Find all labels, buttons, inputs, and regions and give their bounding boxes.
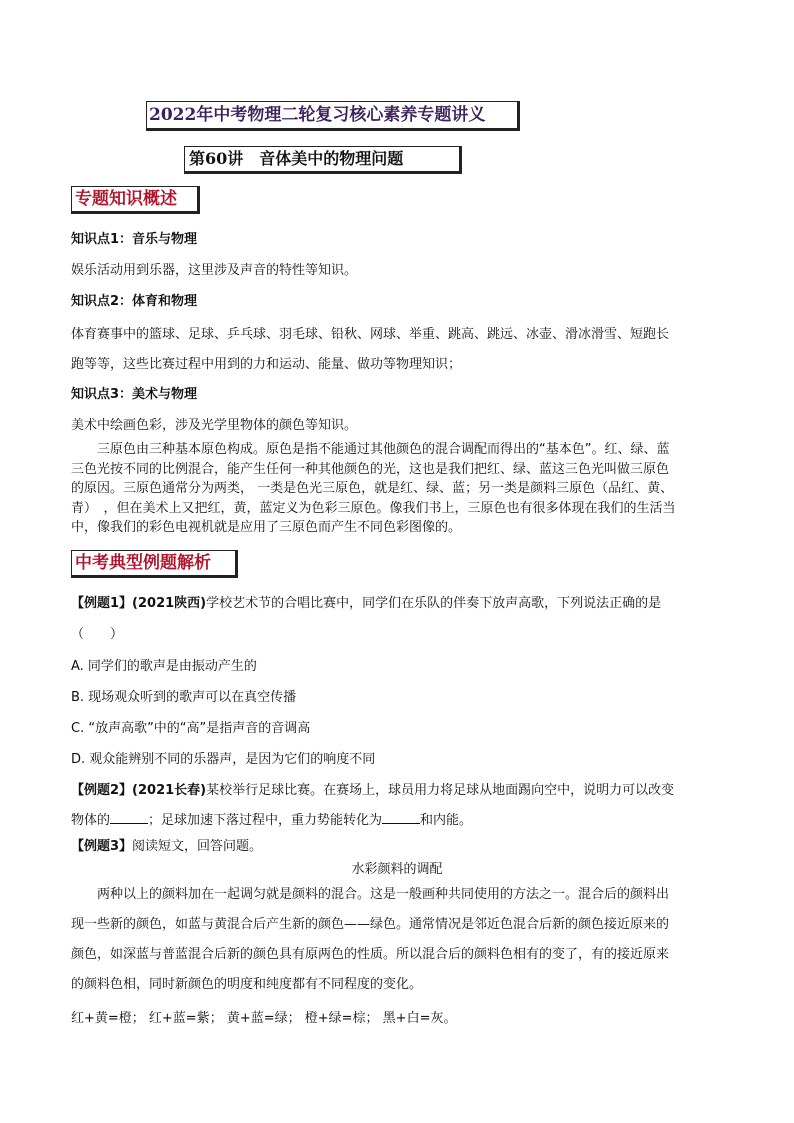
lecture-title: 第60讲 音体美中的物理问题 bbox=[184, 146, 462, 174]
example-1-option-d: D. 观众能辨别不同的乐器声，是因为它们的响度不同 bbox=[71, 752, 376, 767]
section-heading-overview: 专题知识概述 bbox=[71, 186, 200, 214]
example-2-stem bbox=[71, 779, 731, 798]
document-title: 2022年中考物理二轮复习核心素养专题讲义 bbox=[146, 101, 520, 131]
text-line: 体育赛事中的篮球、足球、乒乓球、羽毛球、铅秋、网球、举重、跳高、跳远、冰壶、滑冰滑雪、短跑长 bbox=[71, 327, 670, 342]
example-2-text: 某校举行足球比赛。在赛场上，球员用力将足球从地面踢向空中，说明力可以改变 bbox=[206, 783, 675, 798]
example-1-option-c: C. “放声高歌”中的“高”是指声音的音调高 bbox=[71, 721, 311, 736]
text-line: 颜色，如深蓝与普蓝混合后新的颜色具有原两色的性质。所以混合后的颜料色相有的变了，有的接近原来 bbox=[71, 947, 670, 962]
text-line: 两种以上的颜料加在一起调匀就是颜料的混合。这是一般画种共同使用的方法之一。混合后的颜料出 bbox=[71, 887, 670, 902]
example-1-label: 【例题1】(2021陕西) bbox=[71, 596, 207, 611]
example-3-text: 阅读短文，回答问题。 bbox=[132, 839, 263, 854]
example-2-line2 bbox=[71, 809, 731, 828]
text-line: 青） ，但在美术上又把红，黄，蓝定义为色彩三原色。像我们书上，三原色也有很多体现在我们的生活当 bbox=[71, 500, 676, 516]
example-2-line2-part2: ；足球加速下落过程中，重力势能转化为 bbox=[148, 813, 383, 828]
knowledge-point-1-title: 知识点1：音乐与物理 bbox=[71, 232, 198, 247]
example-2-label: 【例题2】(2021长春) bbox=[71, 783, 207, 798]
answer-blank bbox=[382, 811, 420, 824]
text-line: 的原因。三原色通常分为两类， 一类是色光三原色，就是红、绿、蓝；另一类是颜料三原色（品红、黄、 bbox=[71, 481, 674, 496]
example-1-text: 学校艺术节的合唱比赛中，同学们在乐队的伴奏下放声高歌，下列说法正确的是 bbox=[206, 596, 662, 611]
text-line: 三色光按不同的比例混合，能产生任何一种其他颜色的光，这也是我们把红、绿、蓝这三色光叫做三原色 bbox=[71, 461, 670, 477]
example-1-option-a: A. 同学们的歌声是由振动产生的 bbox=[71, 659, 257, 674]
knowledge-point-3-title: 知识点3：美术与物理 bbox=[71, 387, 198, 402]
example-2-line2-part1: 物体的 bbox=[71, 813, 111, 828]
reading-paragraph bbox=[71, 880, 723, 1000]
knowledge-point-1-text: 娱乐活动用到乐器，这里涉及声音的特性等知识。 bbox=[71, 263, 358, 278]
text-line: 的颜料色相，同时新颜色的明度和纯度都有不同程度的变化。 bbox=[71, 977, 423, 992]
example-2-line2-part3: 和内能。 bbox=[420, 813, 473, 828]
color-mixing-formulas: 红+黄=橙； 红+蓝=紫； 黄+蓝=绿； 橙+绿=棕； 黑+白=灰。 bbox=[71, 1011, 457, 1026]
text-line: 现一些新的颜色，如蓝与黄混合后产生新的颜色——绿色。通常情况是邻近色混合后新的颜色接近原来的 bbox=[71, 917, 670, 932]
example-1-stem bbox=[71, 592, 731, 611]
knowledge-point-3-text: 美术中绘画色彩，涉及光学里物体的颜色等知识。 bbox=[71, 418, 358, 433]
section-heading-examples: 中考典型例题解析 bbox=[71, 550, 238, 578]
primary-colors-paragraph bbox=[71, 440, 723, 538]
example-1-option-b: B. 现场观众听到的歌声可以在真空传播 bbox=[71, 690, 297, 705]
answer-blank bbox=[110, 811, 148, 824]
text-line: 跑等等，这些比赛过程中用到的力和运动、能量、做功等物理知识； bbox=[71, 357, 462, 372]
text-line: 三原色由三种基本原色构成。原色是指不能通过其他颜色的混合调配而得出的“基本色”。红、绿、蓝 bbox=[71, 442, 670, 457]
example-3-label: 【例题3】 bbox=[71, 839, 133, 854]
knowledge-point-2-text bbox=[71, 320, 723, 380]
reading-title: 水彩颜料的调配 bbox=[351, 862, 443, 877]
example-1-bracket: （ ） bbox=[71, 627, 124, 642]
example-3-stem bbox=[71, 835, 731, 854]
text-line: 中，像我们的彩色电视机就是应用了三原色而产生不同色彩图像的。 bbox=[71, 520, 462, 535]
knowledge-point-2-title: 知识点2：体育和物理 bbox=[71, 294, 198, 309]
